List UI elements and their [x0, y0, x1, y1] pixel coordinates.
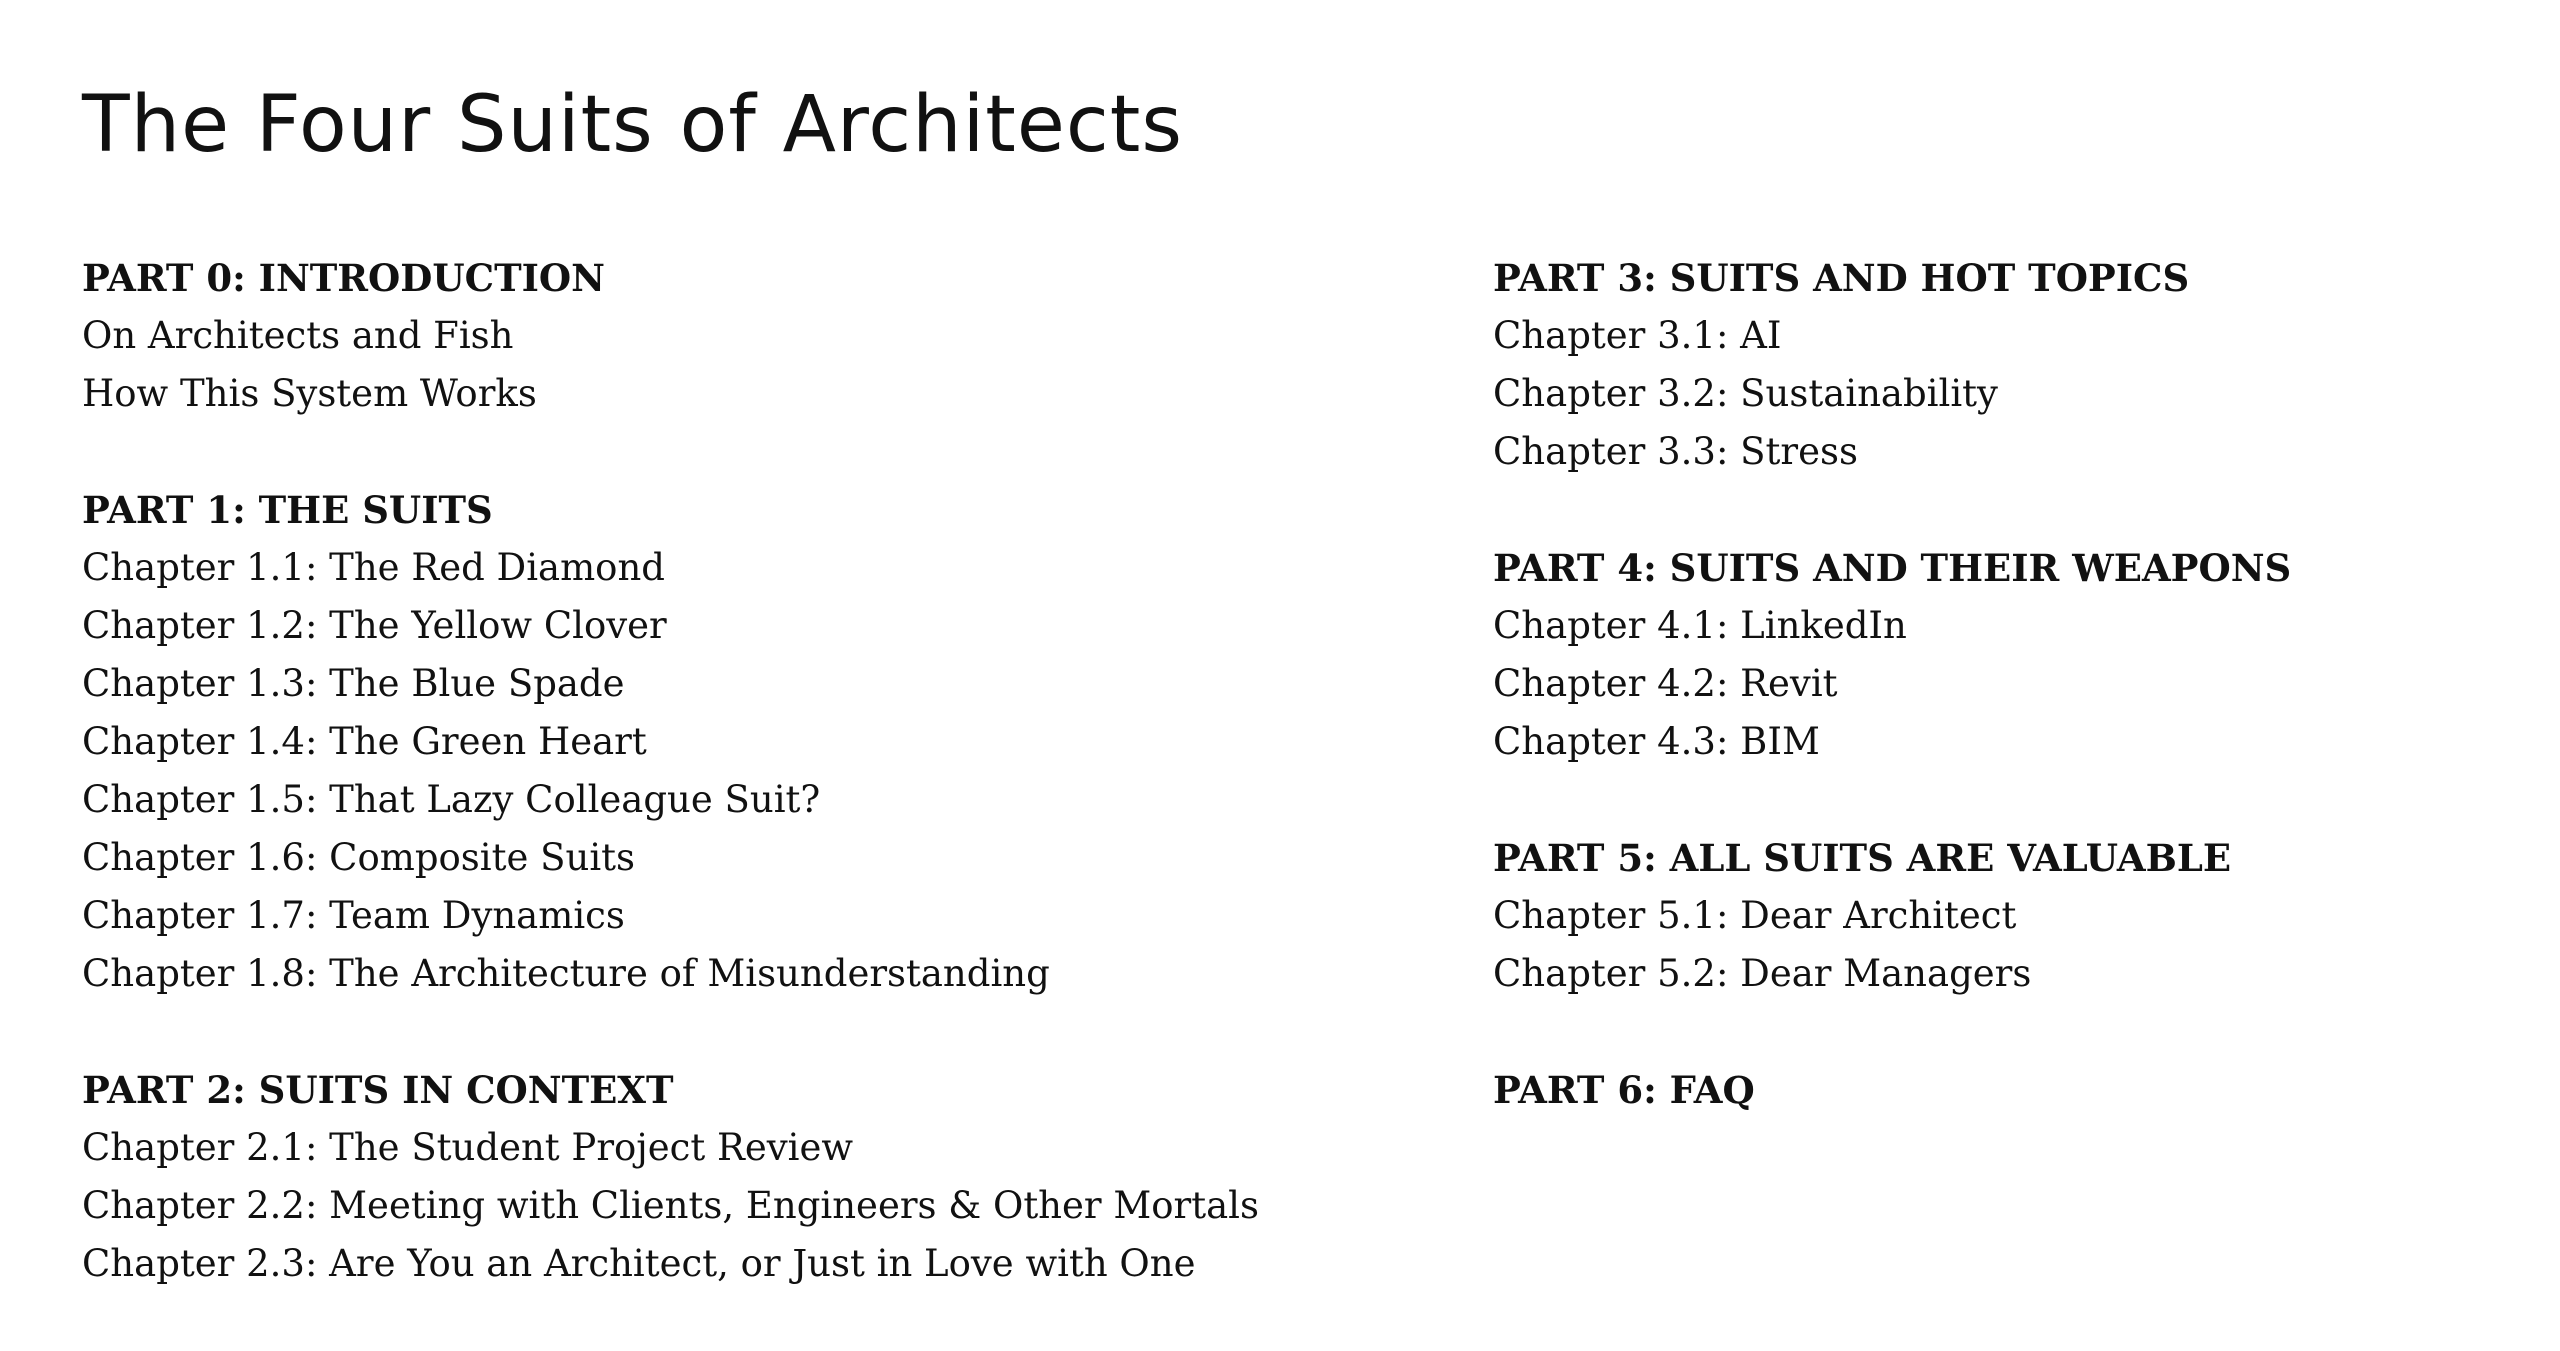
toc-right-column — [1493, 249, 2493, 1177]
toc-part-0 — [82, 249, 1382, 423]
toc-item: Chapter 2.1: The Student Project Review — [82, 1126, 854, 1169]
toc-item: Chapter 5.1: Dear Architect — [1493, 894, 2017, 937]
part-heading: PART 3: SUITS AND HOT TOPICS — [1493, 256, 2190, 300]
toc-item: Chapter 1.1: The Red Diamond — [82, 546, 665, 589]
toc-part-5 — [1493, 829, 2493, 1003]
toc-item: Chapter 1.3: The Blue Spade — [82, 662, 625, 705]
toc-item: Chapter 5.2: Dear Managers — [1493, 952, 2032, 995]
page-title: The Four Suits of Architects — [82, 80, 1183, 170]
toc-item: Chapter 3.2: Sustainability — [1493, 372, 1998, 415]
part-heading: PART 0: INTRODUCTION — [82, 256, 605, 300]
toc-item: Chapter 2.3: Are You an Architect, or Just in Love with One — [82, 1242, 1196, 1285]
toc-left-column — [82, 249, 1382, 1351]
toc-item: Chapter 1.4: The Green Heart — [82, 720, 647, 763]
toc-part-1 — [82, 481, 1382, 1003]
toc-item: Chapter 4.2: Revit — [1493, 662, 1838, 705]
toc-part-2 — [82, 1061, 1382, 1293]
toc-part-4 — [1493, 539, 2493, 771]
part-heading: PART 1: THE SUITS — [82, 488, 493, 532]
toc-item: Chapter 1.2: The Yellow Clover — [82, 604, 667, 647]
part-heading: PART 4: SUITS AND THEIR WEAPONS — [1493, 546, 2292, 590]
toc-item: Chapter 1.6: Composite Suits — [82, 836, 636, 879]
toc-item: Chapter 4.3: BIM — [1493, 720, 1820, 763]
toc-item: On Architects and Fish — [82, 314, 514, 357]
toc-item: How This System Works — [82, 372, 537, 415]
part-heading: PART 5: ALL SUITS ARE VALUABLE — [1493, 836, 2232, 880]
toc-item: Chapter 1.7: Team Dynamics — [82, 894, 625, 937]
toc-item: Chapter 3.1: AI — [1493, 314, 1782, 357]
toc-item: Chapter 2.2: Meeting with Clients, Engineers & Other Mortals — [82, 1184, 1259, 1227]
toc-part-6 — [1493, 1061, 2493, 1119]
toc-part-3 — [1493, 249, 2493, 481]
part-heading: PART 6: FAQ — [1493, 1068, 1755, 1112]
toc-item: Chapter 1.5: That Lazy Colleague Suit? — [82, 778, 821, 821]
part-heading: PART 2: SUITS IN CONTEXT — [82, 1068, 674, 1112]
toc-item: Chapter 1.8: The Architecture of Misunderstanding — [82, 952, 1050, 995]
toc-item: Chapter 4.1: LinkedIn — [1493, 604, 1907, 647]
toc-item: Chapter 3.3: Stress — [1493, 430, 1858, 473]
